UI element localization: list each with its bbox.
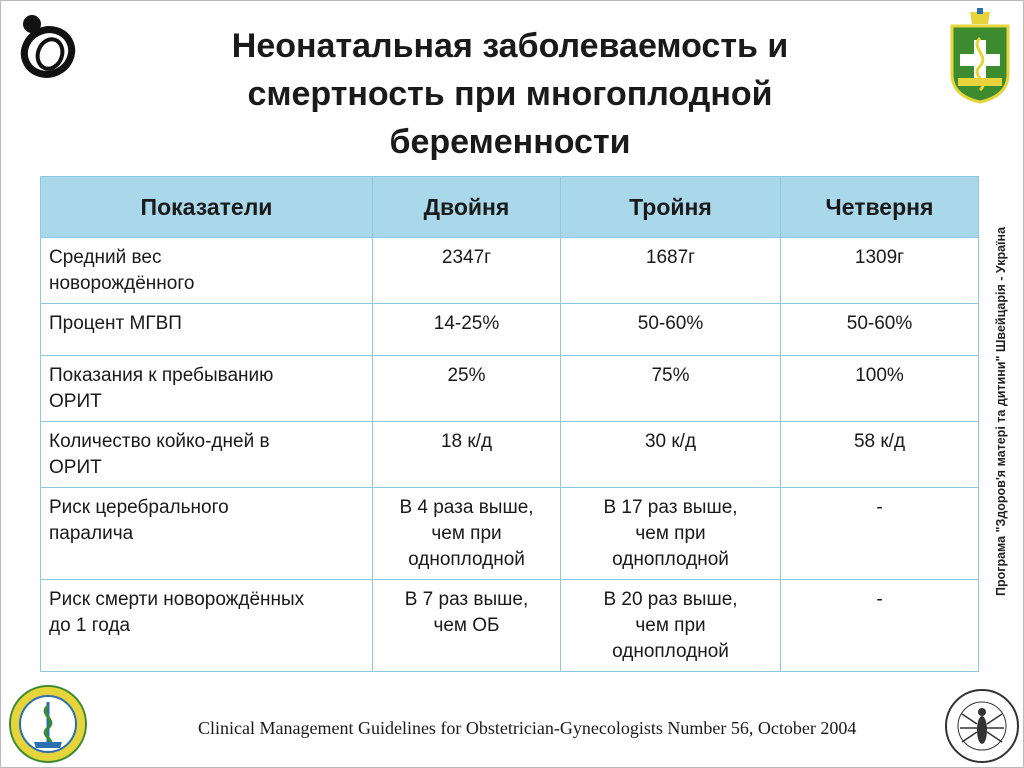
row-label [41,580,373,672]
label-line: паралича [49,523,134,544]
title-line: Неонатальная заболеваемость и [231,27,789,65]
value-line: В 7 раз выше, [404,589,529,610]
value-line: - [876,589,883,610]
value-line: 58 к/д [853,431,906,452]
medical-academy-emblem-icon [8,684,88,764]
table-row [41,238,979,304]
value-line: 75% [651,365,690,386]
value-line: 1309г [854,247,905,268]
header-triplets: Тройня [561,177,781,238]
cell-triplets [561,304,781,356]
cell-triplets [561,238,781,304]
header-twins: Двойня [373,177,561,238]
ministry-emblem-icon [944,8,1016,104]
cell-quadruplets [781,422,979,488]
table-row [41,356,979,422]
label-line: Количество койко-дней в [49,431,270,452]
header-indicators: Показатели [41,177,373,238]
cell-twins [373,304,561,356]
cell-triplets [561,488,781,580]
cell-triplets [561,580,781,672]
label-line: Риск смерти новорождённых [49,589,305,610]
label-line: Показания к пребыванию [49,365,274,386]
value-line: чем при [635,615,706,636]
value-line: В 4 раза выше, [399,497,534,518]
row-label [41,238,373,304]
row-label [41,422,373,488]
table-row [41,580,979,672]
label-line: Средний вес [49,247,162,268]
cell-twins [373,488,561,580]
value-line: 30 к/д [644,431,697,452]
header-quadruplets: Четверня [781,177,979,238]
slide-title [130,22,890,166]
label-line: Процент МГВП [49,313,182,334]
value-line: 25% [447,365,486,386]
row-label [41,304,373,356]
label-line: ОРИТ [49,457,102,478]
value-line: 14-25% [433,313,500,334]
value-line: одноплодной [408,549,525,570]
value-line: 100% [855,365,904,386]
value-line: чем ОБ [433,615,500,636]
cell-quadruplets [781,580,979,672]
cell-triplets [561,422,781,488]
value-line: - [876,497,883,518]
row-label [41,356,373,422]
table-row [41,422,979,488]
value-line: 50-60% [637,313,704,334]
morbidity-table [40,176,979,672]
title-line: беременности [389,123,631,161]
table-header-row [41,177,979,238]
value-line: одноплодной [612,549,729,570]
value-line: чем при [431,523,502,544]
table-row [41,304,979,356]
row-label [41,488,373,580]
cell-triplets [561,356,781,422]
cell-twins [373,238,561,304]
label-line: ОРИТ [49,391,102,412]
program-side-text: Програма "Здоров'я матері та дитини" Швейцарія - Україна [994,226,1008,596]
value-line: 18 к/д [440,431,493,452]
cell-twins [373,580,561,672]
cell-quadruplets [781,304,979,356]
value-line: 1687г [645,247,696,268]
label-line: Риск церебрального [49,497,229,518]
footer-citation: Clinical Management Guidelines for Obstetrician-Gynecologists Number 56, October 2004 [198,718,857,738]
value-line: чем при [635,523,706,544]
value-line: В 20 раз выше, [603,589,738,610]
value-line: одноплодной [612,641,729,662]
value-line: 50-60% [846,313,913,334]
cell-quadruplets [781,238,979,304]
table-row [41,488,979,580]
label-line: новорождённого [49,273,195,294]
label-line: до 1 года [49,615,131,636]
cell-quadruplets [781,356,979,422]
value-line: В 17 раз выше, [603,497,738,518]
cell-quadruplets [781,488,979,580]
cell-twins [373,356,561,422]
value-line: 2347г [441,247,492,268]
program-logo-icon [10,12,78,80]
cell-twins [373,422,561,488]
tropical-institute-emblem-icon [944,688,1020,764]
title-line: смертность при многоплодной [247,75,773,113]
